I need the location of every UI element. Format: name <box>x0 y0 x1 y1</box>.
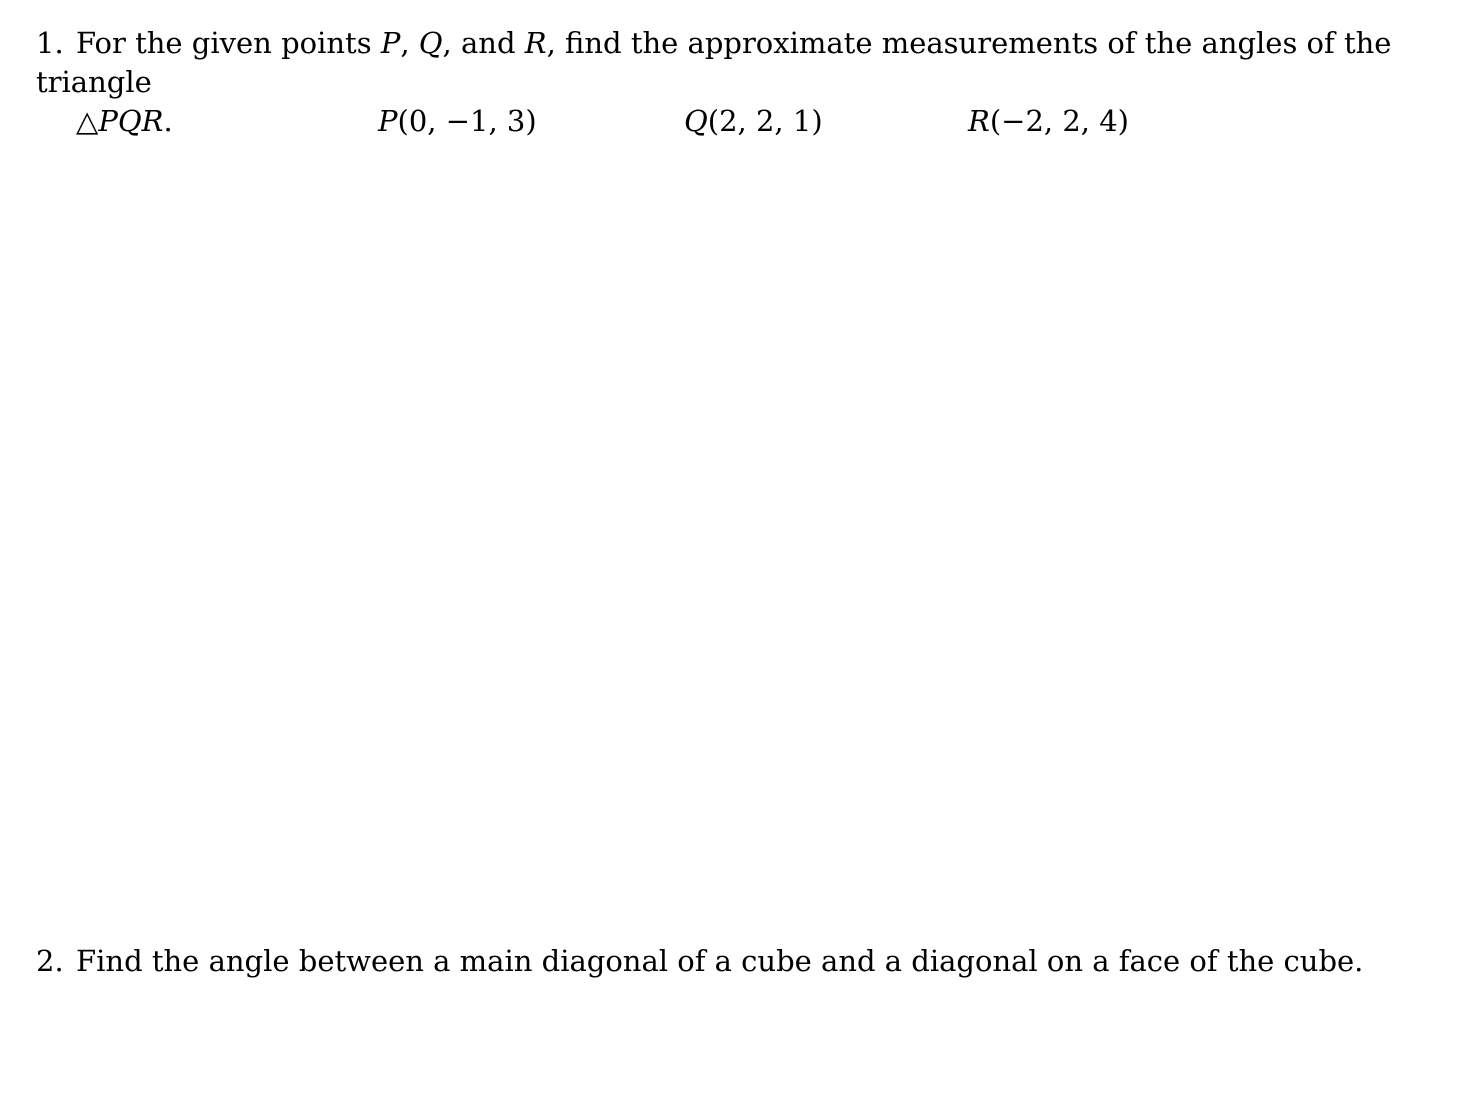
triangle-symbol: △ <box>76 104 99 138</box>
problem-1-sep-1: , <box>400 26 419 60</box>
problem-1-number: 1. <box>36 26 64 60</box>
point-p <box>378 102 537 141</box>
triangle-name: PQR <box>98 104 164 138</box>
point-q-label: Q <box>684 104 708 138</box>
problem-1-var-q: Q <box>418 26 443 60</box>
problem-2 <box>36 942 1436 981</box>
problem-1-var-p: P <box>380 26 401 60</box>
point-p-coords: (0, −1, 3) <box>397 104 537 138</box>
points-row <box>0 102 1468 142</box>
point-q-coords: (2, 2, 1) <box>707 104 823 138</box>
problem-1-var-r: R <box>524 26 547 60</box>
problem-1-text-prefix: For the given points <box>76 26 381 60</box>
point-r <box>968 102 1129 141</box>
problem-1-sep-2: , and <box>442 26 525 60</box>
problem-1-text-suffix: , find the approximate measurements of the angles of the triangle <box>36 26 1392 99</box>
problem-1-period: . <box>163 104 173 138</box>
point-r-label: R <box>968 104 990 138</box>
point-q <box>684 102 823 141</box>
point-r-coords: (−2, 2, 4) <box>989 104 1129 138</box>
point-p-label: P <box>378 104 398 138</box>
problem-2-number: 2. <box>36 944 64 978</box>
problem-1-line-1 <box>36 24 1436 102</box>
problem-2-text: Find the angle between a main diagonal of a cube and a diagonal on a face of the cube. <box>76 944 1364 978</box>
